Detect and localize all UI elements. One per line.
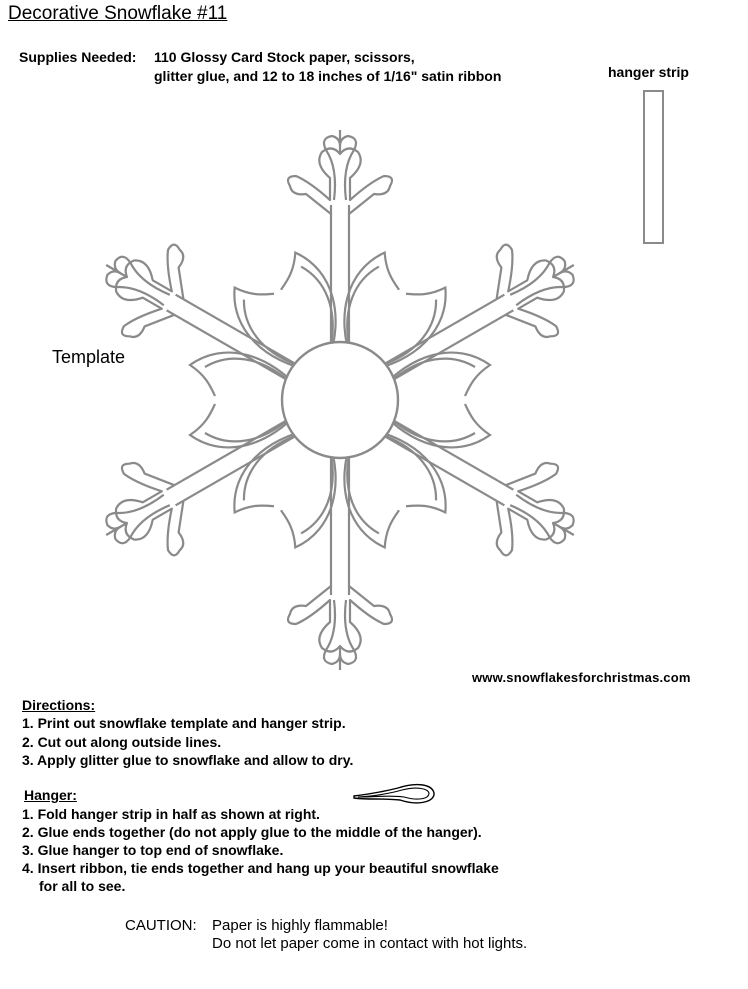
- snowflake-template: [80, 130, 600, 670]
- hanger-step: 4. Insert ribbon, tie ends together and hang up your beautiful snowflake: [22, 860, 499, 876]
- hanger-strip-outline: [643, 90, 664, 244]
- folded-hanger-loop-icon: [352, 780, 436, 808]
- directions-heading: Directions:: [22, 697, 96, 713]
- caution-label: CAUTION:: [125, 917, 197, 934]
- snowflake-center: [282, 342, 398, 458]
- hanger-step: 1. Fold hanger strip in half as shown at right.: [22, 806, 320, 822]
- supplies-line-2: glitter glue, and 12 to 18 inches of 1/16" satin ribbon: [154, 68, 502, 84]
- direction-step: 2. Cut out along outside lines.: [22, 734, 222, 750]
- hanger-strip-label: hanger strip: [608, 64, 689, 80]
- caution-line-1: Paper is highly flammable!: [212, 917, 388, 934]
- template-label: Template: [52, 347, 126, 367]
- hanger-step: 3. Glue hanger to top end of snowflake.: [22, 842, 284, 858]
- direction-step: 1. Print out snowflake template and hanger strip.: [22, 715, 346, 731]
- caution-line-2: Do not let paper come in contact with hot lights.: [212, 935, 528, 952]
- hanger-step-continuation: for all to see.: [39, 878, 126, 894]
- page-title: Decorative Snowflake #11: [8, 3, 228, 24]
- hanger-heading: Hanger:: [24, 787, 77, 803]
- direction-step: 3. Apply glitter glue to snowflake and allow to dry.: [22, 752, 354, 768]
- supplies-line-1: 110 Glossy Card Stock paper, scissors,: [154, 49, 415, 65]
- website-url: www.snowflakesforchristmas.com: [472, 670, 691, 685]
- supplies-label: Supplies Needed:: [19, 49, 137, 65]
- hanger-step: 2. Glue ends together (do not apply glue to the middle of the hanger).: [22, 824, 482, 840]
